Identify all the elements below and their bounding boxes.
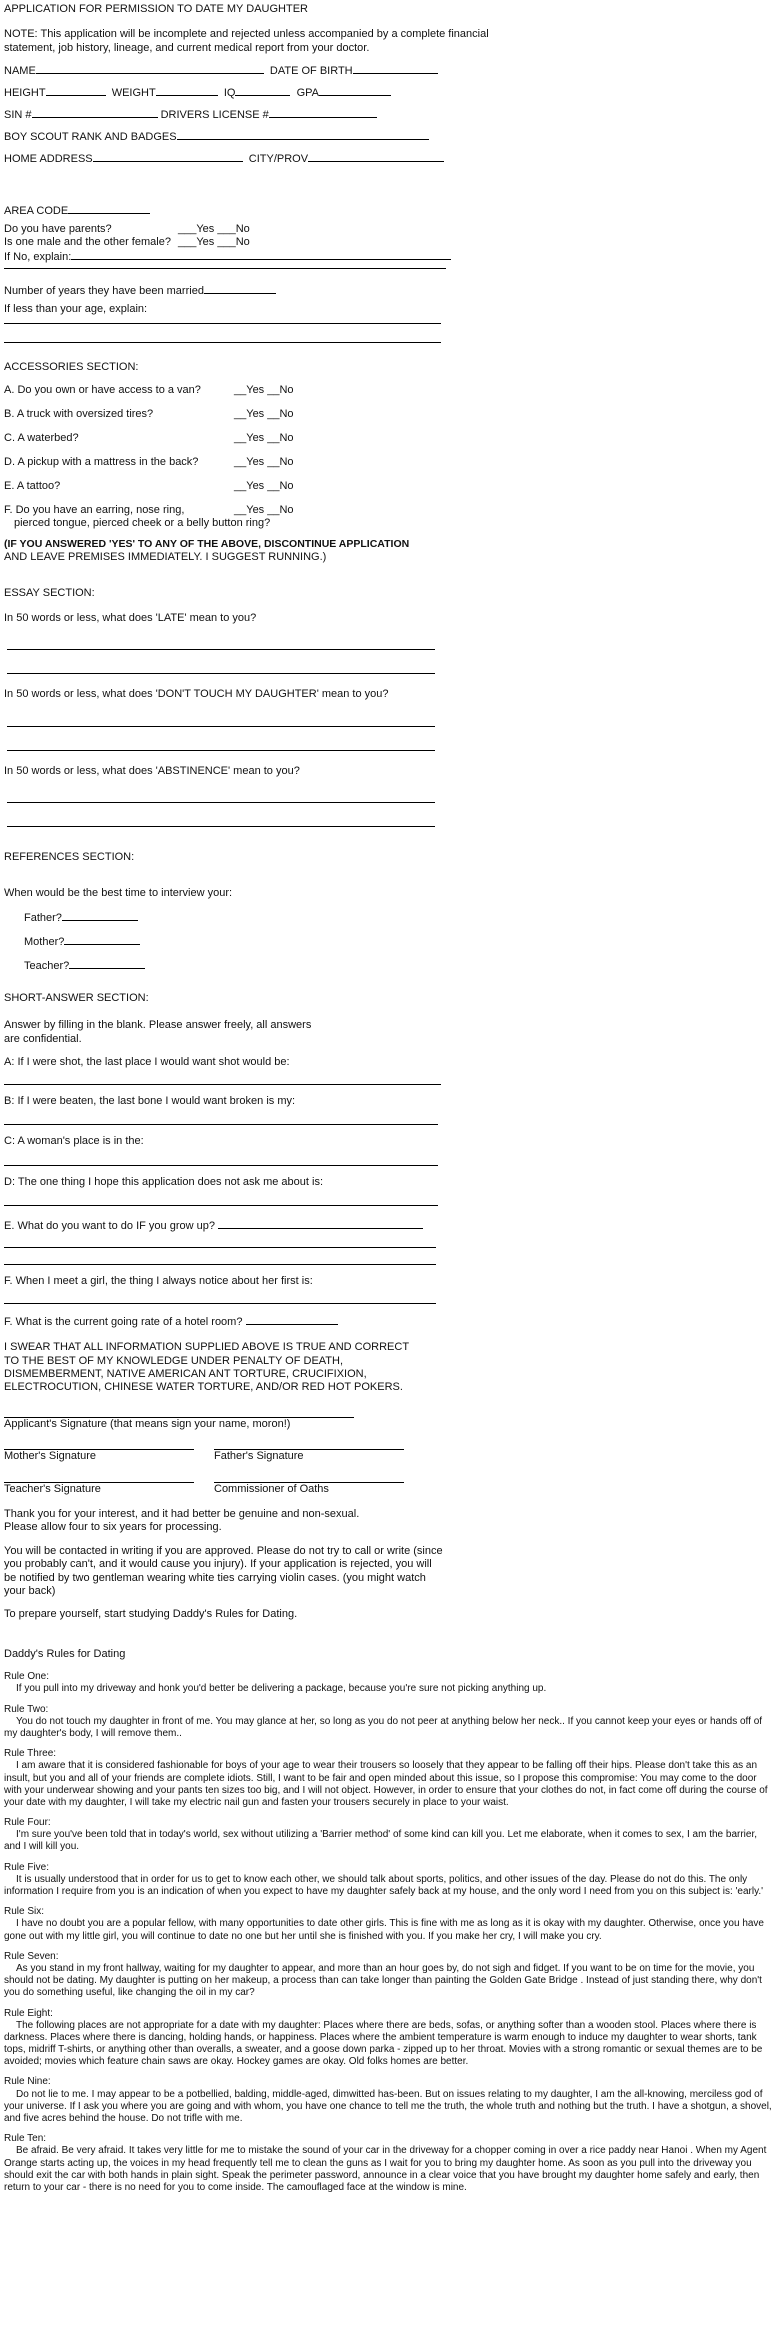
closing-3: To prepare yourself, start studying Daddy's Rules for Dating.	[4, 1608, 298, 1621]
short-b: B: If I were beaten, the last bone I would want broken is my:	[4, 1094, 296, 1107]
rules-list	[4, 1671, 776, 2194]
warning-line-2: AND LEAVE PREMISES IMMEDIATELY. I SUGGEST RUNNING.)	[4, 551, 327, 564]
teacher-signature-label: Teacher's Signature	[4, 1482, 101, 1495]
page-title: APPLICATION FOR PERMISSION TO DATE MY DAUGHTER	[4, 3, 308, 15]
parents-section	[4, 223, 776, 343]
rule-item	[4, 1906, 776, 1943]
rule-text: As you stand in my front hallway, waiting for my daughter to appear, and more than an hour goes by, do not sigh and fidget. If you want to be on time for the movie, you should not be dating. My daughter is putting on her makeup, a process than can take longer than painting the Golden Gate Bridge . Instead of just standing there, why don't you do something useful, like changing the oil in my car?	[4, 1962, 762, 1999]
short-e-field[interactable]	[218, 1218, 423, 1229]
essay-q3: In 50 words or less, what does 'ABSTINENCE' mean to you?	[4, 764, 300, 777]
less-age-line-1[interactable]	[4, 317, 441, 324]
area-code-field[interactable]	[68, 203, 150, 214]
explain-line[interactable]	[4, 262, 446, 269]
iq-label: IQ	[223, 87, 236, 100]
rule-text: I'm sure you've been told that in today's world, sex without utilizing a 'Barrier method' of some kind can kill you. Let me elaborate, when it comes to sex, I am the barrier, and I will kill you.	[4, 1829, 758, 1853]
rule-label: Rule Three:	[4, 1748, 57, 1760]
dob-label: DATE OF BIRTH	[269, 65, 353, 78]
short-a: A: If I were shot, the last place I would want shot would be:	[4, 1056, 290, 1069]
name-row	[4, 63, 776, 85]
rule-text: You do not touch my daughter in front of me. You may glance at her, so long as you do not peer at anything below her neck.. If you cannot keep your eyes or hands off of my daughter's body, I will remove them..	[4, 1715, 763, 1739]
closing-1a: Thank you for your interest, and it had better be genuine and non-sexual.	[4, 1507, 360, 1520]
sin-label: SIN #	[4, 109, 32, 122]
rule-item	[4, 1704, 776, 1741]
rule-text: I am aware that it is considered fashionable for boys of your age to wear their trousers so loosely that they appear to be falling off their hips. Please don't take this as an insult, but you and all of your friends are complete idiots. Still, I want to be fair and open minded about this issue, so I propose this compromise: You may come to the door with your underwear showing and your pants ten sizes too big, and I will not object. However, in order to ensure that your clothes do not, in fact come off during the course of your date with my daughter, I will take my electric nail gun and fasten your trousers securely in place to your waist.	[4, 1760, 768, 1808]
accessory-c-yesno[interactable]: __Yes __No	[234, 431, 294, 444]
rule-label: Rule Eight:	[4, 2007, 53, 2019]
short-intro-2: are confidential.	[4, 1032, 82, 1045]
address-label: HOME ADDRESS	[4, 153, 93, 166]
address-row	[4, 151, 776, 173]
accessory-d-question: D. A pickup with a mattress in the back?	[4, 455, 199, 468]
city-label: CITY/PROV	[248, 153, 309, 166]
rule-label: Rule Four:	[4, 1817, 51, 1829]
sin-row	[4, 107, 776, 129]
parents-q2: Is one male and the other female?	[4, 236, 171, 249]
closing-2: You will be contacted in writing if you are approved. Please do not try to call or write (since you probably can't, and it would cause you injury). If your application is rejected, you will be notified by two gentleman wearing white ties carrying violin cases. (you might watch your back)	[4, 1544, 443, 1598]
accessory-f-question: F. Do you have an earring, nose ring,	[4, 503, 185, 516]
accessory-f	[4, 504, 776, 531]
rule-label: Rule Six:	[4, 1906, 45, 1918]
father-signature	[214, 1449, 404, 1463]
rule-label: Rule Seven:	[4, 1950, 59, 1962]
teacher-signature	[4, 1482, 194, 1496]
less-age-label: If less than your age, explain:	[4, 303, 148, 316]
rule-item	[4, 1951, 776, 2000]
rules-heading: Daddy's Rules for Dating	[4, 1647, 126, 1660]
short-g: F. What is the current going rate of a hotel room?	[4, 1315, 243, 1328]
accessory-d-yesno[interactable]: __Yes __No	[234, 455, 294, 468]
less-age-line-2[interactable]	[4, 324, 441, 343]
short-e: E. What do you want to do IF you grow up?	[4, 1219, 215, 1232]
essay-q1: In 50 words or less, what does 'LATE' mean to you?	[4, 612, 257, 625]
height-label: HEIGHT	[4, 87, 46, 100]
height-field[interactable]	[46, 85, 106, 96]
rule-text: I have no doubt you are a popular fellow, with many opportunities to date other girls. This is fine with me as long as it is okay with my daughter. Otherwise, once you have gone out with my little girl, you will continue to date no one but her until she is finished with you. If you make her cry, I will make you cry.	[4, 1918, 764, 1942]
license-label: DRIVERS LICENSE #	[160, 109, 269, 122]
gpa-field[interactable]	[319, 85, 391, 96]
closing-1b: Please allow four to six years for processing.	[4, 1521, 222, 1534]
dob-field[interactable]	[353, 63, 438, 74]
warning-line-1: (IF YOU ANSWERED 'YES' TO ANY OF THE ABOVE, DISCONTINUE APPLICATION	[4, 538, 410, 551]
mother-signature	[4, 1449, 194, 1463]
scout-field[interactable]	[177, 129, 429, 140]
short-e-row	[4, 1218, 776, 1233]
reference-father-label: Father?	[24, 912, 62, 925]
rule-label: Rule One:	[4, 1671, 50, 1683]
explain-field[interactable]	[71, 249, 451, 260]
rule-item	[4, 2076, 776, 2125]
rule-item	[4, 1862, 776, 1899]
oath-text: I SWEAR THAT ALL INFORMATION SUPPLIED ABOVE IS TRUE AND CORRECT TO THE BEST OF MY KNOWLEDGE UNDER PENALTY OF DEATH, DISMEMBERMENT, NATIVE AMERICAN ANT TORTURE, CRUCIFIXION, ELECTROCUTION, CHINESE WATER TORTURE, AND/OR RED HOT POKERS.	[4, 1341, 409, 1394]
rule-text: Be afraid. Be very afraid. It takes very little for me to mistake the sound of your car in the driveway for a chopper coming in over a rice paddy near Hanoi . When my Agent Orange starts acting up, the voices in my head frequently tell me to clean the guns as I wait for you to bring my daughter home. As soon as you pull into the driveway you should exit the car with both hands in plain sight. Speak the perimeter password, announce in a clear voice that you have brought my daughter home safely and early, then return to your car - there is no need for you to come inside. The camouflaged face at the window is mine.	[4, 2145, 767, 2193]
rule-label: Rule Five:	[4, 1861, 50, 1873]
essay-q2: In 50 words or less, what does 'DON'T TOUCH MY DAUGHTER' mean to you?	[4, 688, 389, 701]
commissioner-signature-label: Commissioner of Oaths	[214, 1482, 329, 1495]
reference-father-field[interactable]	[62, 910, 138, 921]
official-signatures	[4, 1482, 776, 1496]
weight-field[interactable]	[156, 85, 218, 96]
scout-row	[4, 129, 776, 151]
accessory-b-question: B. A truck with oversized tires?	[4, 407, 154, 420]
short-intro-1: Answer by filling in the blank. Please answer freely, all answers	[4, 1019, 312, 1032]
married-field[interactable]	[204, 283, 276, 294]
accessory-e	[4, 475, 776, 499]
short-g-row	[4, 1314, 776, 1329]
reference-father	[4, 910, 776, 934]
accessory-f-yesno[interactable]: __Yes __No	[234, 503, 294, 516]
address-field[interactable]	[93, 151, 243, 162]
essay-heading: ESSAY SECTION:	[4, 586, 95, 599]
reference-mother-label: Mother?	[24, 936, 65, 949]
reference-mother	[4, 934, 776, 958]
short-g-field[interactable]	[246, 1314, 338, 1325]
license-field[interactable]	[269, 107, 377, 118]
reference-teacher-field[interactable]	[69, 958, 145, 969]
references-heading: REFERENCES SECTION:	[4, 851, 135, 864]
rule-label: Rule Two:	[4, 1703, 49, 1715]
accessories-heading: ACCESSORIES SECTION:	[4, 361, 139, 374]
rule-item	[4, 1817, 776, 1854]
note: NOTE: This application will be incomplete and rejected unless accompanied by a complete financial statement, job history, lineage, and current medical report from your doctor.	[4, 28, 489, 54]
applicant-signature-label: Applicant's Signature (that means sign your name, moron!)	[4, 1417, 291, 1430]
area-code-row	[4, 203, 776, 223]
accessory-d	[4, 451, 776, 475]
accessory-a-question: A. Do you own or have access to a van?	[4, 383, 201, 396]
accessory-a	[4, 379, 776, 403]
short-f: F. When I meet a girl, the thing I always notice about her first is:	[4, 1275, 313, 1288]
father-signature-label: Father's Signature	[214, 1450, 304, 1463]
short-c: C: A woman's place is in the:	[4, 1135, 144, 1148]
rule-text: The following places are not appropriate for a date with my daughter: Places where there are beds, sofas, or anything softer than a wooden stool. Places where there is darkness. Places where there is dancing, holding hands, or happiness. Places where the ambient temperature is warm enough to induce my daughter to wear shorts, tank tops, midriff T-shirts, or anything other than overalls, a sweater, and a goose down parka - zipped up to her throat. Movies with a strong romantic or sexual themes are to be avoided; movies which feature chain saws are okay. Hockey games are okay. Old folks homes are better.	[4, 2019, 763, 2068]
rule-text: Do not lie to me. I may appear to be a potbellied, balding, middle-aged, dimwitted has-been. But on issues relating to my daughter, I am the all-knowing, merciless god of your universe. If I ask you where you are going and with whom, you have one chance to tell me the truth, the whole truth and nothing but the truth. I have a shotgun, a shovel, and five acres behind the house. Do not trifle with me.	[4, 2088, 772, 2125]
parent-signatures	[4, 1449, 776, 1463]
rule-item	[4, 1671, 776, 1695]
iq-field[interactable]	[235, 85, 290, 96]
sin-field[interactable]	[32, 107, 158, 118]
rule-label: Rule Nine:	[4, 2076, 51, 2088]
name-field[interactable]	[36, 63, 264, 74]
parents-q3: If No, explain:	[4, 251, 72, 264]
rule-text: It is usually understood that in order for us to get to know each other, we should talk about sports, politics, and other issues of the day. Please do not do this. The only information I require from you is an indication of when you expect to have my daughter safely back at my house, and the only word I need from you on this subject is: 'early.'	[4, 1873, 764, 1898]
short-heading: SHORT-ANSWER SECTION:	[4, 992, 149, 1005]
weight-label: WEIGHT	[111, 87, 156, 100]
rule-text: If you pull into my driveway and honk you'd better be delivering a package, because you're sure not picking anything up.	[16, 1683, 547, 1695]
reference-teacher-label: Teacher?	[24, 960, 70, 973]
married-label: Number of years they have been married	[4, 285, 204, 298]
area-code-label: AREA CODE	[4, 205, 69, 218]
short-d: D: The one thing I hope this application does not ask me about is:	[4, 1175, 323, 1188]
accessory-b	[4, 403, 776, 427]
parents-q1-yesno[interactable]: ___Yes ___No	[178, 223, 250, 236]
rule-label: Rule Ten:	[4, 2133, 47, 2145]
rule-item	[4, 2008, 776, 2069]
parents-q2-yesno[interactable]: ___Yes ___No	[178, 236, 250, 249]
gpa-label: GPA	[296, 87, 319, 100]
parents-q1: Do you have parents?	[4, 223, 112, 236]
rule-item	[4, 1748, 776, 1809]
references-intro: When would be the best time to interview your:	[4, 886, 233, 899]
accessory-f-question-2: pierced tongue, pierced cheek or a belly button ring?	[14, 517, 271, 530]
city-field[interactable]	[308, 151, 444, 162]
name-label: NAME	[4, 65, 36, 78]
scout-label: BOY SCOUT RANK AND BADGES	[4, 131, 177, 144]
accessory-c-question: C. A waterbed?	[4, 431, 79, 444]
accessory-e-yesno[interactable]: __Yes __No	[234, 479, 294, 492]
measure-row	[4, 85, 776, 107]
reference-mother-field[interactable]	[64, 934, 140, 945]
commissioner-signature	[214, 1482, 404, 1496]
accessory-b-yesno[interactable]: __Yes __No	[234, 407, 294, 420]
rule-item	[4, 2133, 776, 2194]
mother-signature-label: Mother's Signature	[4, 1450, 96, 1463]
accessory-c	[4, 427, 776, 451]
accessories-list	[4, 379, 776, 531]
accessory-a-yesno[interactable]: __Yes __No	[234, 383, 294, 396]
reference-teacher	[4, 958, 776, 982]
accessory-e-question: E. A tattoo?	[4, 479, 61, 492]
